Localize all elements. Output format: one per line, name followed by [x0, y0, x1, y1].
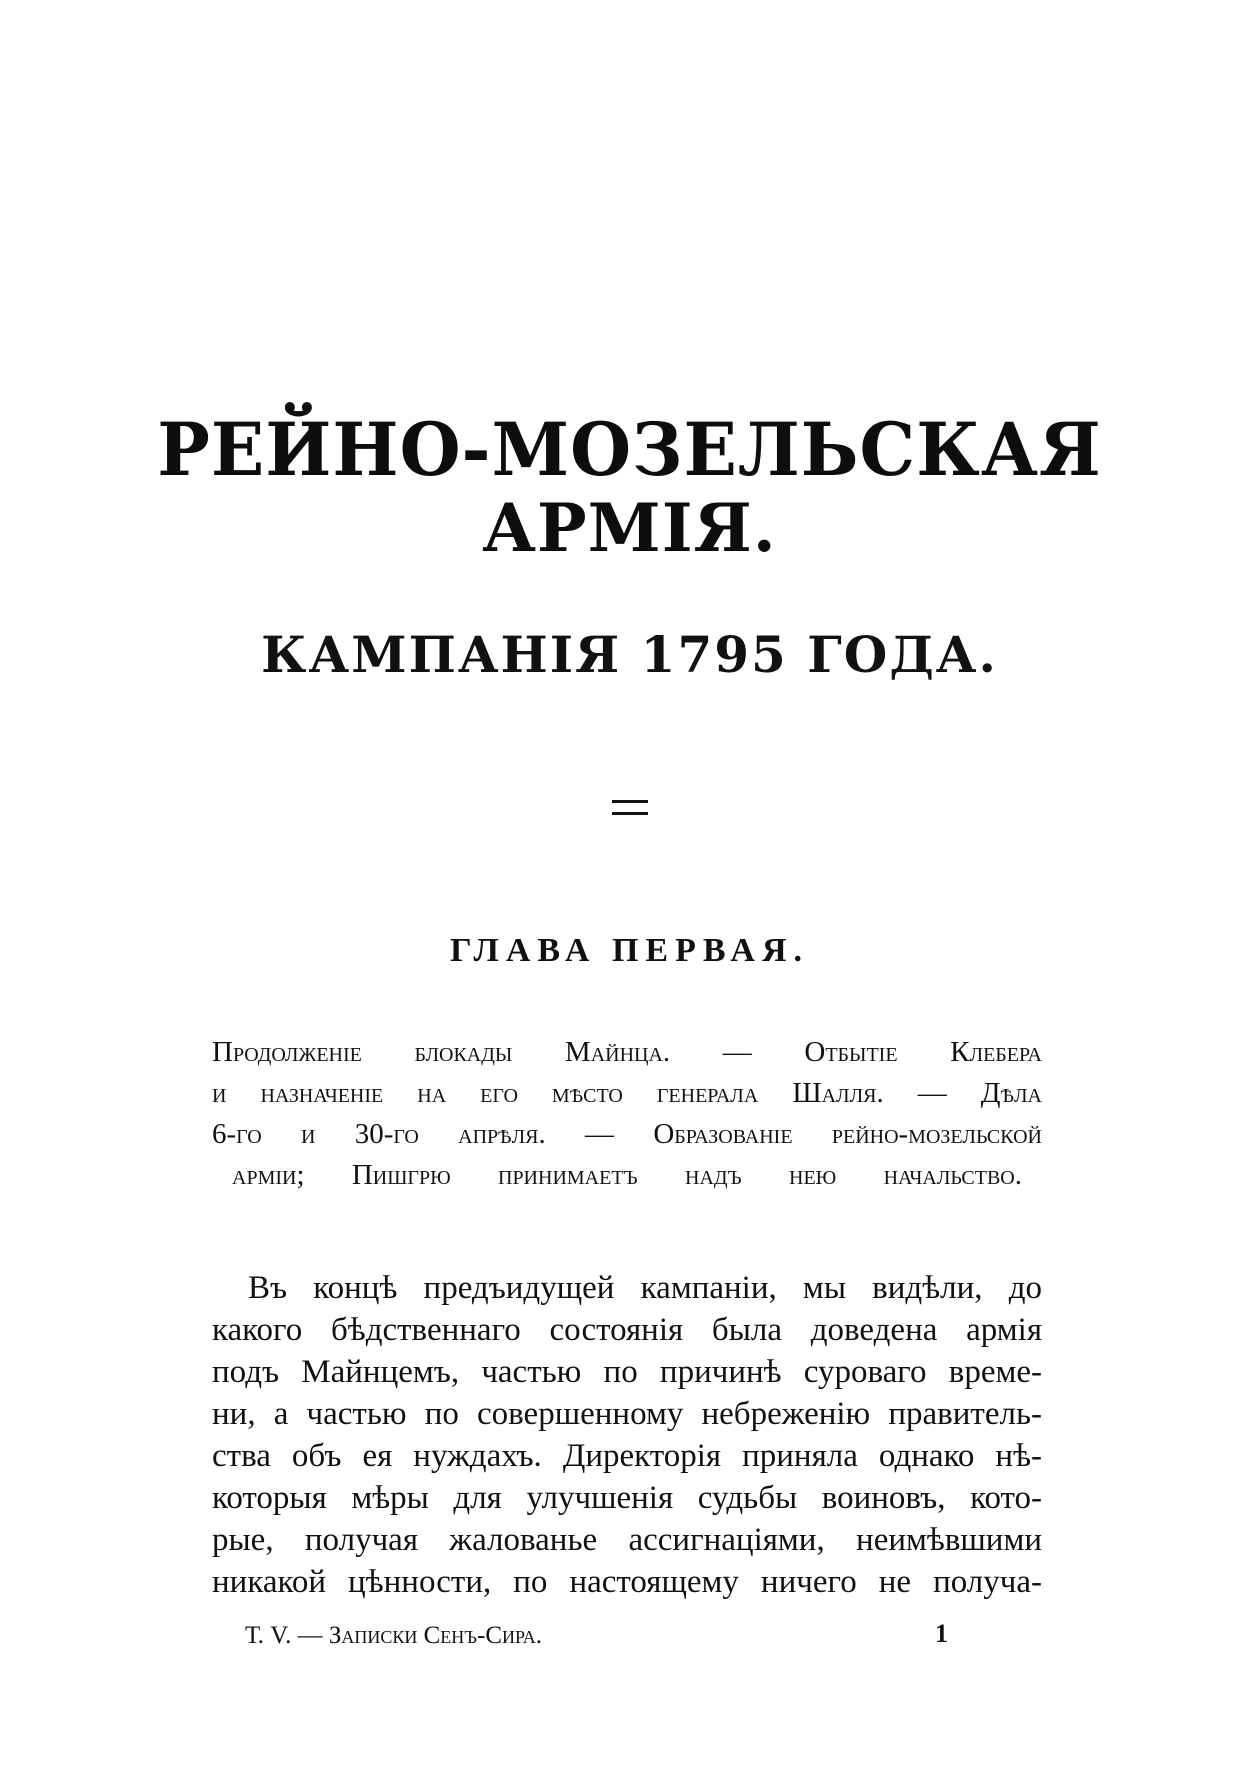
summary-line: 6-го и 30-го апрѣля. — Образованіе рейно-мозельской: [212, 1118, 1042, 1150]
campaign-heading: КАМПАНІЯ 1795 ГОДА.: [261, 625, 998, 684]
body-text-line: Въ концѣ предъидущей кампаніи, мы видѣли, до: [248, 1270, 1042, 1306]
chapter-heading: ГЛАВА ПЕРВАЯ.: [449, 932, 809, 969]
body-text-line: какого бѣдственнаго состоянія была доведена армія: [212, 1312, 1042, 1348]
body-text-line: которыя мѣры для улучшенія судьбы воиновъ, кото-: [212, 1480, 1042, 1516]
signature-mark: Т. V. — Записки Сенъ-Сира.: [245, 1622, 542, 1649]
summary-line: арміи; Пишгрю принимаетъ надъ нею начальство.: [232, 1159, 1022, 1191]
body-text-line: рые, получая жалованье ассигнаціями, неимѣвшими: [212, 1522, 1042, 1558]
body-text-line: ства объ ея нуждахъ. Директорія приняла однако нѣ-: [212, 1438, 1042, 1474]
double-rule-bottom: [612, 812, 648, 815]
body-text-line: никакой цѣнности, по настоящему ничего не получа-: [212, 1564, 1042, 1600]
title-line-1: РЕЙНО-МОЗЕЛЬСКАЯ: [157, 405, 1102, 494]
body-text-line: подъ Майнцемъ, частью по причинѣ суроваго време-: [212, 1354, 1042, 1390]
summary-line: Продолженіе блокады Майнца. — Отбытіе Клебера: [212, 1036, 1042, 1068]
summary-line: и назначеніе на его мѣсто генерала Шалля. — Дѣла: [212, 1077, 1042, 1109]
title-line-2: АРМІЯ.: [482, 489, 777, 567]
body-text-line: ни, а частью по совершенному небреженію правитель-: [212, 1396, 1042, 1432]
double-rule-top: [612, 800, 648, 803]
page-number: 1: [935, 1619, 948, 1648]
